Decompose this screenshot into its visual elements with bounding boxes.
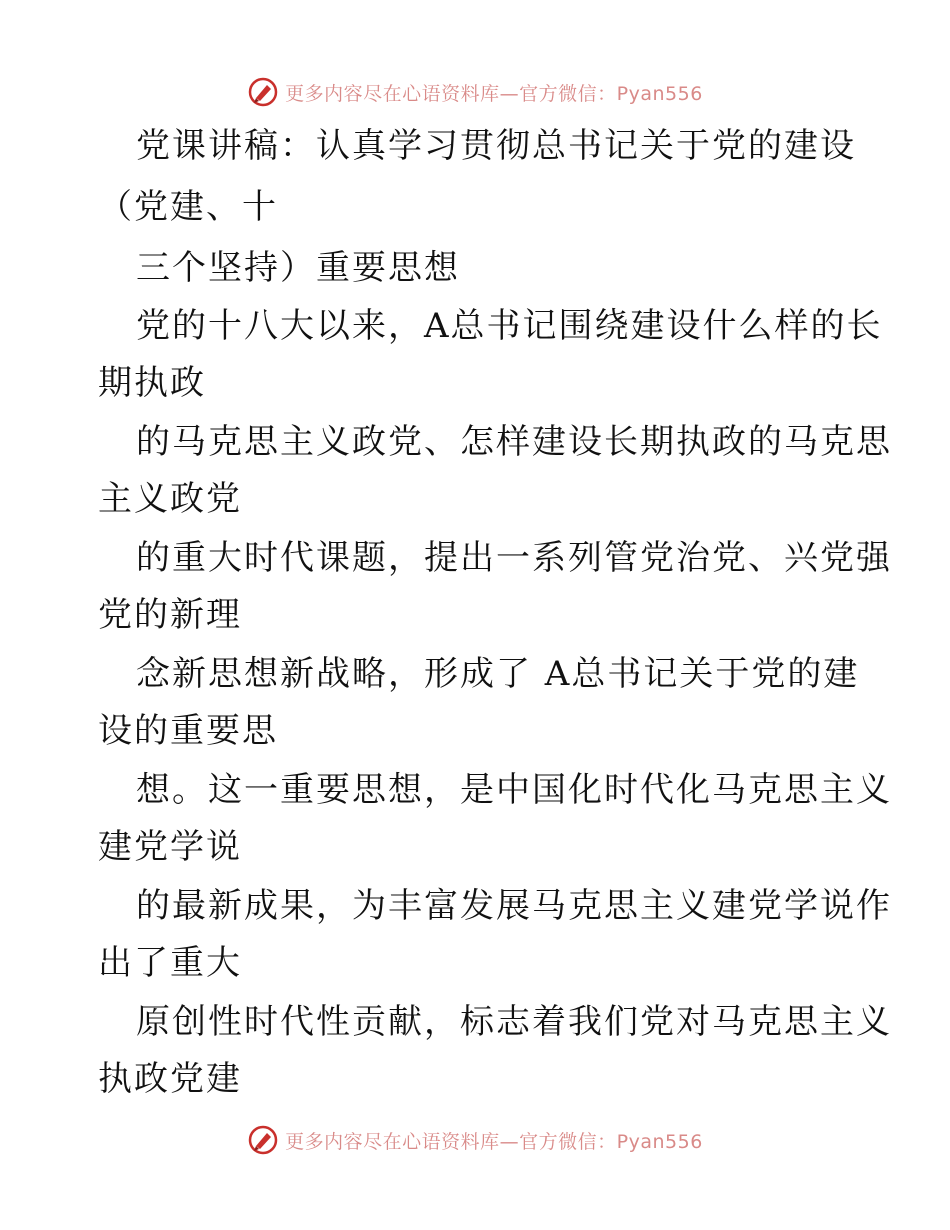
document-line: 建党学说 (98, 827, 242, 867)
document-line: 期执政 (98, 363, 206, 403)
pen-logo-icon (247, 76, 279, 108)
document-line: （党建、十 (98, 187, 278, 227)
document-line: 党的新理 (98, 595, 242, 635)
footer-banner (0, 1120, 950, 1160)
header-banner-text: 更多内容尽在心语资料库—官方微信：Pyan556 (285, 82, 703, 105)
document-line: 党的十八大以来，A总书记围绕建设什么样的长 (136, 306, 883, 346)
document-line: 的最新成果，为丰富发展马克思主义建党学说作 (136, 886, 892, 926)
document-line: 的马克思主义政党、怎样建设长期执政的马克思 (136, 422, 892, 462)
document-line: 执政党建 (98, 1059, 242, 1099)
document-line: 三个坚持）重要思想 (136, 248, 460, 288)
header-banner (0, 72, 950, 112)
document-line: 念新思想新战略，形成了 A总书记关于党的建 (136, 654, 860, 694)
document-line: 党课讲稿：认真学习贯彻总书记关于党的建设 (136, 126, 856, 166)
document-line: 设的重要思 (98, 711, 278, 751)
document-line: 主义政党 (98, 479, 242, 519)
footer-banner-text: 更多内容尽在心语资料库—官方微信：Pyan556 (285, 1130, 703, 1153)
document-line: 的重大时代课题，提出一系列管党治党、兴党强 (136, 538, 892, 578)
pen-logo-icon (247, 1124, 279, 1156)
document-line: 想。这一重要思想，是中国化时代化马克思主义 (136, 770, 892, 810)
document-line: 原创性时代性贡献，标志着我们党对马克思主义 (136, 1002, 892, 1042)
document-line: 出了重大 (98, 943, 242, 983)
